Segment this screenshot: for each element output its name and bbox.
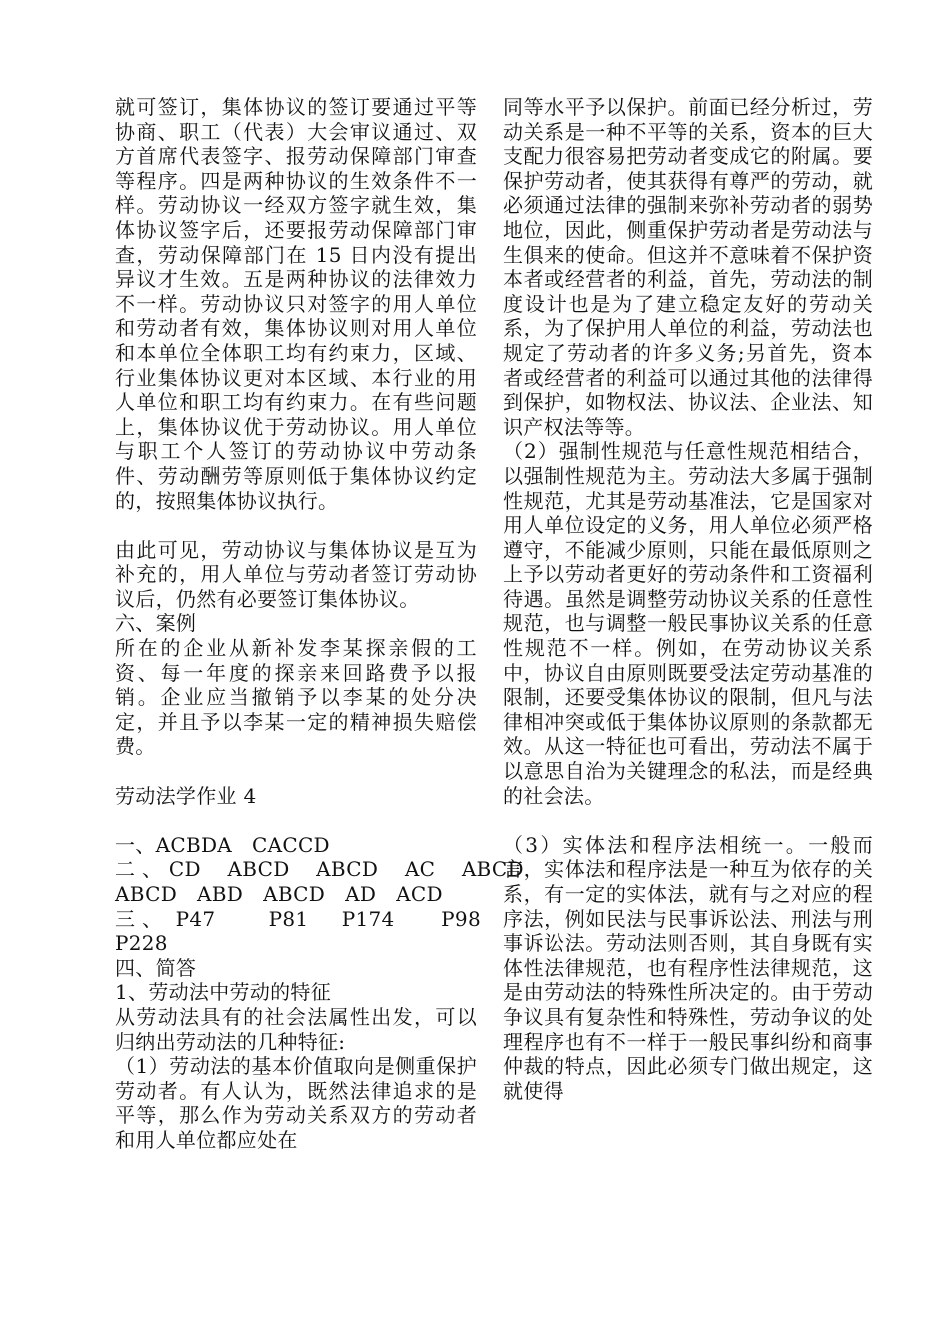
paragraph-feature-three: （3）实体法和程序法相统一。一般而言，实体法和程序法是一种互为依存的关系，有一定的实体法，就有与之对应的程序法，例如民法与民事诉讼法、刑法与刑事诉讼法。劳动法则否则，其自身既有实体性法律规范，也有程序性法律规范，这是由劳动法的特殊性所决定的。由于劳动争议具有复杂性和特殊性，劳动争议的处理程序也有不一样于一般民事纠纷和商事仲裁的特点，因此必须专门做出规定，这就使得 [503, 832, 873, 1103]
paragraph-intro: 从劳动法具有的社会法属性出发，可以归纳出劳动法的几种特征: [115, 1004, 477, 1054]
section-heading-case: 六、案例 [115, 611, 197, 636]
paragraph-conclusion: 由此可见，劳动协议与集体协议是互为补充的，用人单位与劳动者签订劳动协议后，仍然有必要签订集体协议。 [115, 537, 477, 611]
question-heading: 1、劳动法中劳动的特征 [115, 980, 332, 1005]
blank-line [115, 759, 477, 784]
blank-line [115, 513, 477, 538]
right-column [503, 95, 873, 1103]
blank-line [503, 808, 873, 833]
answers-part-two: 二 、 CD ABCD ABCD AC ABCD ABCD ABD ABCD AD ACD [115, 857, 524, 906]
paragraph-feature-two: （2）强制性规范与任意性规范相结合，以强制性规范为主。劳动法大多属于强制性规范，尤其是劳动基准法，它是国家对用人单位设定的义务，用人单位必须严格遵守，不能减少原则，只能在最低原则之上予以劳动者更好的劳动条件和工资福利待遇。虽然是调整劳动协议关系的任意性规范，也与调整一般民事协议关系的任意性规范不一样。例如，在劳动协议关系中，协议自由原则既要受法定劳动基准的限制，还要受集体协议的限制，但凡与法律相冲突或低于集体协议原则的条款都无效。从这一特征也可看出，劳动法不属于以意思自治为关键理念的私法，而是经典的社会法。 [503, 439, 873, 808]
blank-line [115, 808, 477, 833]
paragraph-feature-one-cont: 同等水平予以保护。前面已经分析过，劳动关系是一种不平等的关系，资本的巨大支配力很容易把劳动者变成它的附属。要保护劳动者，使其获得有尊严的劳动，就必须通过法律的强制来弥补劳动者的弱势地位，因此，侧重保护劳动者是劳动法与生俱来的使命。但这并不意味着不保护资本者或经营者的利益，首先，劳动法的制度设计也是为了建立稳定友好的劳动关系，为了保护用人单位的利益，劳动法也规定了劳动者的许多义务;另首先，资本者或经营者的利益可以通过其他的法律得到保护，如物权法、协议法、企业法、知识产权法等等。 [503, 95, 873, 439]
answers-part-one: 一、ACBDA CACCD [115, 832, 330, 857]
paragraph-contract-differences: 就可签订，集体协议的签订要通过平等协商、职工（代表）大会审议通过、双方首席代表签字、报劳动保障部门审查等程序。四是两种协议的生效条件不一样。劳动协议一经双方签字就生效，集体协议签字后，还要报劳动保障部门审查，劳动保障部门在 15 日内没有提出异议才生效。五是两种协议的法律效力不一样。劳动协议只对签字的用人单位和劳动者有效，集体协议则对用人单位和本单位全体职工均有约束力，区域、行业集体协议更对本区域、本行业的用人单位和职工均有约束力。在有些问题上，集体协议优于劳动协议。用人单位与职工个人签订的劳动协议中劳动条件、劳动酬劳等原则低于集体协议约定的，按照集体协议执行。 [115, 95, 477, 513]
paragraph-case-answer: 所在的企业从新补发李某探亲假的工资、每一年度的探亲来回路费予以报销。企业应当撤销予以李某的处分决定，并且予以李某一定的精神损失赔偿费。 [115, 636, 477, 759]
section-heading-short-answer: 四、简答 [115, 955, 197, 980]
left-column [115, 95, 524, 1153]
answers-part-three: 三 、 P47 P81 P174 P98 P228 [115, 906, 481, 956]
paragraph-feature-one: （1）劳动法的基本价值取向是侧重保护劳动者。有人认为，既然法律追求的是平等，那么作为劳动关系双方的劳动者和用人单位都应处在 [115, 1054, 477, 1152]
assignment-title: 劳动法学作业 4 [115, 783, 257, 808]
